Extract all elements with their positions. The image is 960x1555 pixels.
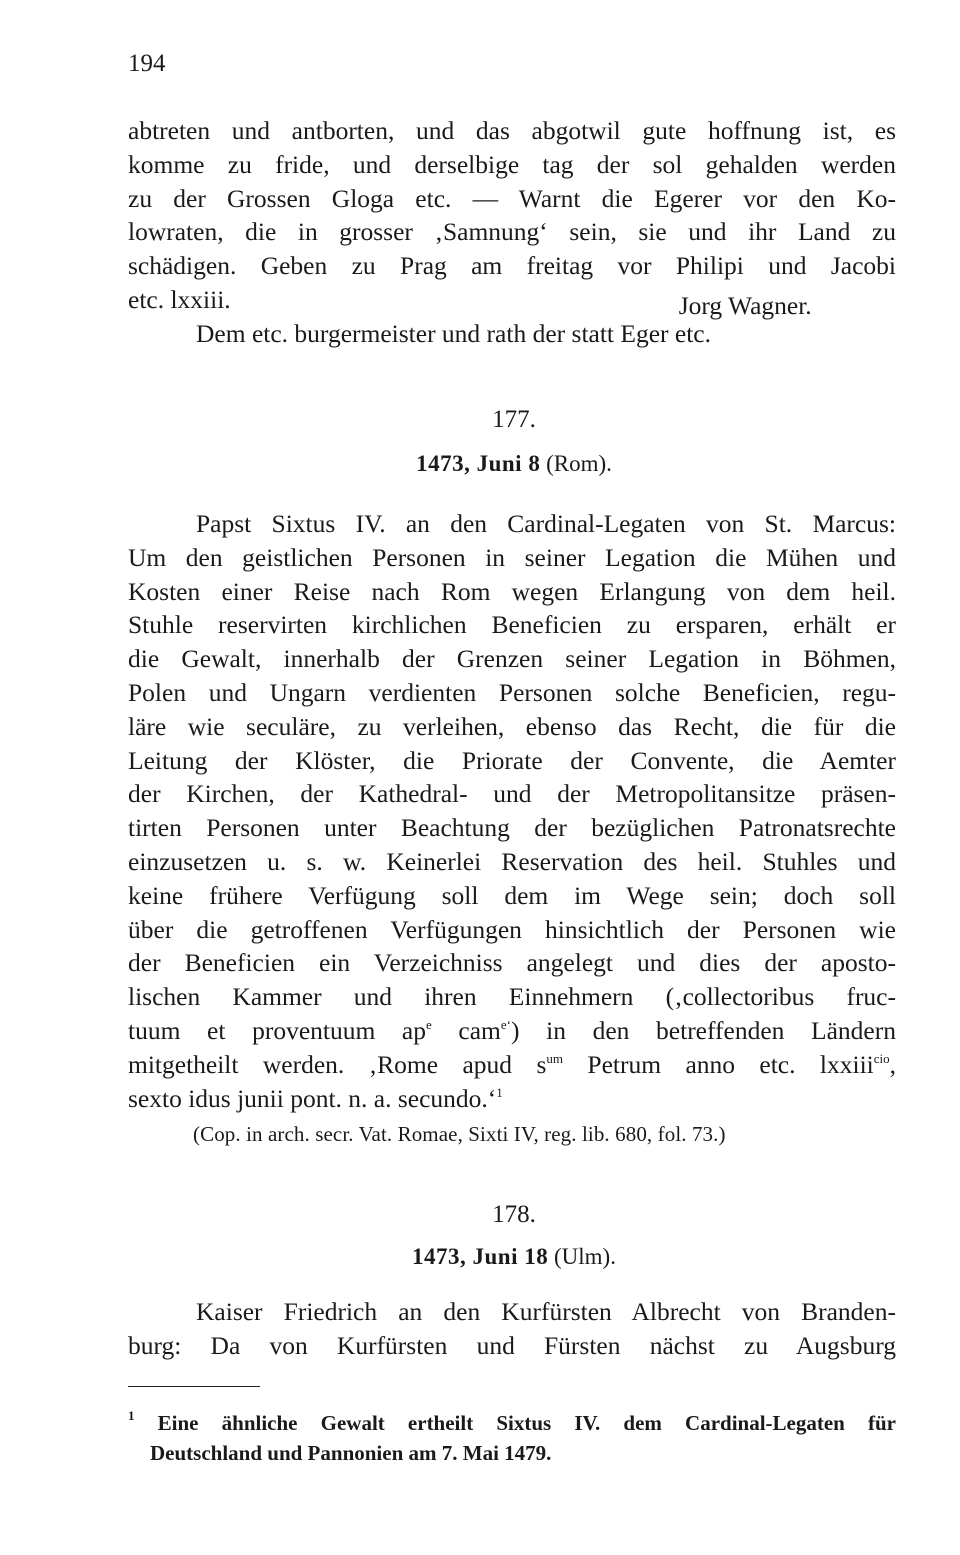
text-line: burg: Da von Kurfürsten und Fürsten nächst zu Augsburg [128,1330,896,1360]
page-number: 194 [128,50,166,77]
footnote [128,1408,896,1468]
text-line: Kaiser Friedrich an den Kurfürsten Albrecht von Branden- [196,1297,896,1326]
text-line [128,1082,896,1116]
text-line: einzusetzen u. s. w. Keinerlei Reservation des heil. Stuhles und [128,846,896,876]
address-line: Dem etc. burgermeister und rath der statt Eger etc. [196,318,711,348]
text-line: der Kirchen, der Kathedral- und der Metropolitansitze präsen- [128,779,896,809]
text-line: komme zu fride, und derselbige tag der sol gehalden werden [128,149,896,179]
footnote-line: Deutschland und Pannonien am 7. Mai 1479. [150,1441,552,1465]
text-fragment: mitgetheilt werden. ‚Rome apud s [128,1049,547,1079]
etc-line [128,283,896,320]
text-line: die Gewalt, innerhalb der Grenzen seiner Legation in Böhmen, [128,644,896,674]
entry-177-body [128,507,896,1115]
text-line: Kosten einer Reise nach Rom wegen Erlangung von dem heil. [128,576,896,606]
text-line: lischen Kammer und ihren Einnehmern (‚collectoribus fruc- [128,982,896,1012]
entry-178-date-bold: 1473, Juni 18 [412,1244,549,1269]
text-line: tirten Personen unter Beachtung der bezüglichen Patronatsrechte [128,813,896,843]
text-fragment: ) in den betreffenden Ländern [511,1015,896,1045]
entry-177-date-bold: 1473, Juni 8 [416,451,541,476]
text-line: abtreten und antborten, und das abgotwil gute hoffnung ist, es [128,116,896,145]
text-line: Polen und Ungarn verdienten Personen solche Beneficien, regu- [128,677,896,707]
text-fragment: , [889,1049,896,1079]
text-line: Um den geistlichen Personen in seiner Legation die Mühen und [128,542,896,572]
intro-paragraph [128,114,896,351]
footnote-marker: 1 [128,1408,135,1423]
text-line: über die getroffenen Verfügungen hinsichtlich der Personen wie [128,914,896,944]
footnote-divider [128,1386,260,1387]
entry-178-body [128,1295,896,1363]
text-fragment: Petrum anno etc. lxxiii [563,1049,874,1079]
footnote-reference: 1 [496,1084,503,1100]
superscript: um [546,1050,563,1066]
text-line: schädigen. Geben zu Prag am freitag vor Philipi und Jacobi [128,251,896,281]
text-line: Stuhle reservirten kirchlichen Beneficien zu ersparen, erhält er [128,610,896,640]
text-line: lowraten, die in grosser ‚Samnung‘ sein, sie und ihr Land zu [128,217,896,247]
entry-178-number: 178. [492,1201,536,1228]
entry-177-number: 177. [492,406,536,433]
text-line: Leitung der Klöster, die Priorate der Convente, die Aemter [128,745,896,775]
superscript: e [426,1016,432,1032]
text-fragment: tuum et proventuum ap [128,1015,427,1045]
entry-177-place: (Rom). [546,451,612,476]
text-line: der Beneficien ein Verzeichniss angelegt und dies der aposto- [128,948,896,978]
text-fragment: Eine ähnliche Gewalt ertheilt Sixtus IV. dem Cardinal-Legaten für [157,1411,896,1435]
text-line: läre wie seculäre, zu verleihen, ebenso das Recht, die für die [128,711,896,741]
text-line: keine frühere Verfügung soll dem im Wege sein; doch soll [128,880,896,910]
text-line [128,1014,896,1048]
text-line: Papst Sixtus IV. an den Cardinal-Legaten von St. Marcus: [196,509,896,538]
text-line [128,1048,896,1082]
text-fragment: sexto idus junii pont. n. a. secundo.‘ [128,1083,497,1113]
entry-177-date [0,451,960,477]
superscript: cio [873,1050,890,1066]
signature: Jorg Wagner. [678,290,812,320]
text-fragment: cam [431,1015,501,1045]
entry-178-date [0,1244,960,1270]
text-line: zu der Grossen Gloga etc. — Warnt die Egerer vor den Ko- [128,183,896,213]
source-citation: (Cop. in arch. secr. Vat. Romae, Sixti IV, reg. lib. 680, fol. 73.) [193,1122,726,1146]
entry-178-place: (Ulm). [554,1244,616,1269]
etc-text: etc. lxxiii. [128,284,231,314]
superscript: e‘ [500,1016,512,1032]
footnote-line [128,1408,896,1438]
